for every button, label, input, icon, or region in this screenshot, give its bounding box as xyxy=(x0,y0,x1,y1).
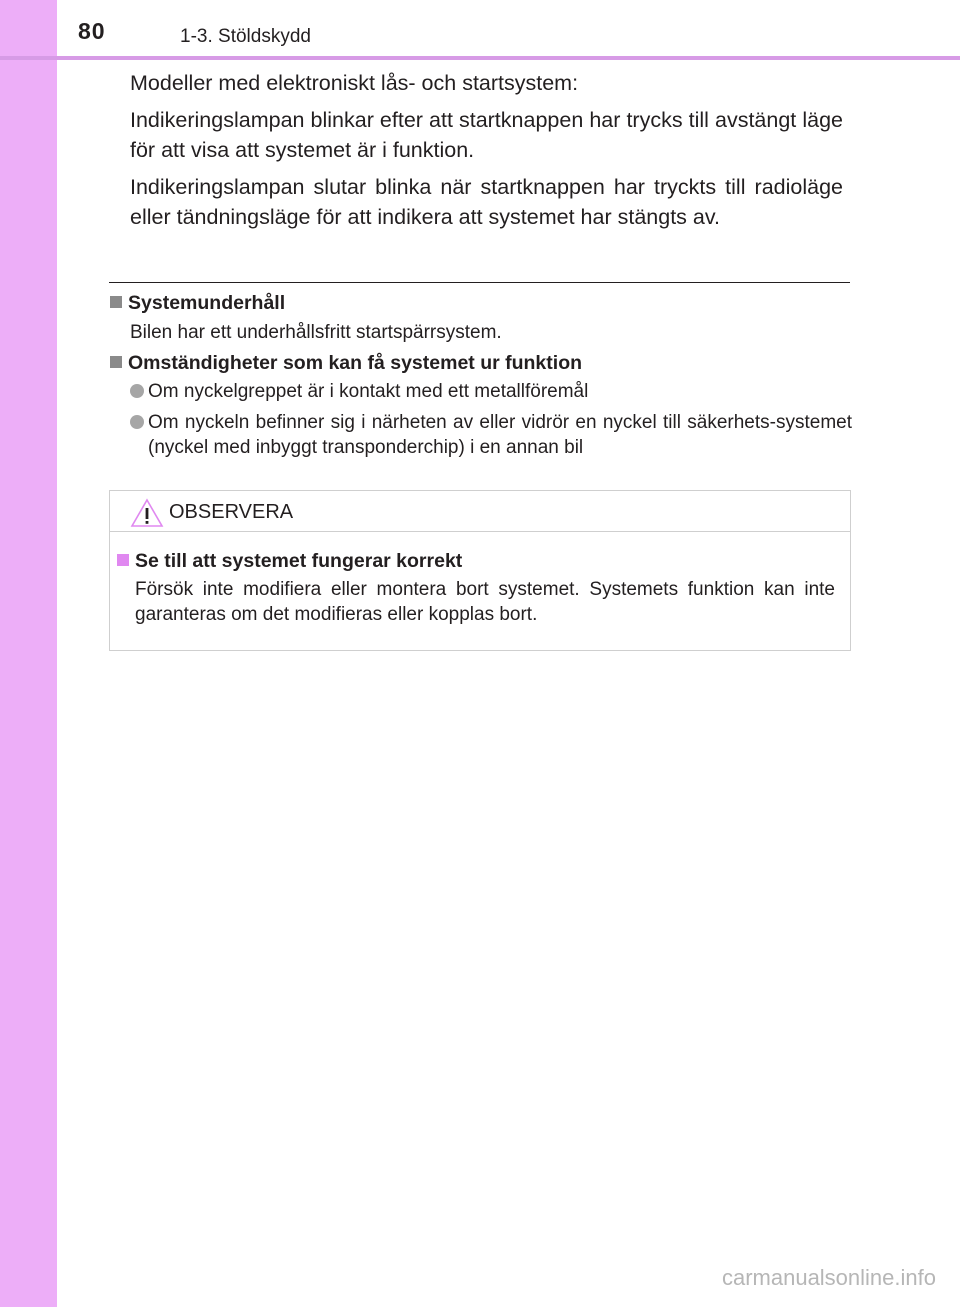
list-item-text: Om nyckeln befinner sig i närheten av eller vidrör en nyckel till säkerhets-systemet (nyckel med inbyggt transponderchip) i en annan bil xyxy=(148,412,852,458)
circle-bullet-icon xyxy=(130,384,144,398)
header-divider xyxy=(0,56,960,60)
intro-block xyxy=(130,68,843,239)
section-heading-text: Systemunderhåll xyxy=(128,292,286,314)
section-title: 1-3. Stöldskydd xyxy=(180,26,311,47)
section-heading-malfunction xyxy=(110,352,582,375)
notice-title: OBSERVERA xyxy=(169,501,294,523)
watermark: carmanualsonline.info xyxy=(721,1265,936,1290)
page-sidebar xyxy=(0,0,57,1307)
square-bullet-icon xyxy=(117,554,129,566)
section-divider xyxy=(109,282,850,283)
intro-paragraph: Indikeringslampan slutar blinka när startknappen har tryckts till radioläge eller tändningsläge för att indikera att systemet har stängts av. xyxy=(130,175,843,229)
warning-icon xyxy=(130,498,164,528)
notice-heading-text: Se till att systemet fungerar korrekt xyxy=(135,550,463,572)
section-body-text: Bilen har ett underhållsfritt startspärrsystem. xyxy=(130,322,502,343)
list-item-text: Om nyckelgreppet är i kontakt med ett metallföremål xyxy=(148,381,589,402)
intro-line: Modeller med elektroniskt lås- och startsystem: xyxy=(130,71,579,95)
notice-box xyxy=(109,490,851,651)
intro-paragraph: Indikeringslampan blinkar efter att startknappen har trycks till avstängt läge för att visa att systemet är i funktion. xyxy=(130,108,843,162)
page-number: 80 xyxy=(78,18,106,44)
list-item xyxy=(130,379,852,404)
circle-bullet-icon xyxy=(130,415,144,429)
square-bullet-icon xyxy=(110,296,122,308)
section-heading-text: Omständigheter som kan få systemet ur funktion xyxy=(128,352,583,374)
section-heading-maintenance xyxy=(110,292,285,315)
notice-text: Försök inte modifiera eller montera bort systemet. Systemets funktion kan inte garanteras om det modifieras eller kopplas bort. xyxy=(135,579,835,625)
list-item xyxy=(130,410,852,460)
square-bullet-icon xyxy=(110,356,122,368)
notice-header xyxy=(110,491,850,532)
notice-heading xyxy=(117,550,462,573)
